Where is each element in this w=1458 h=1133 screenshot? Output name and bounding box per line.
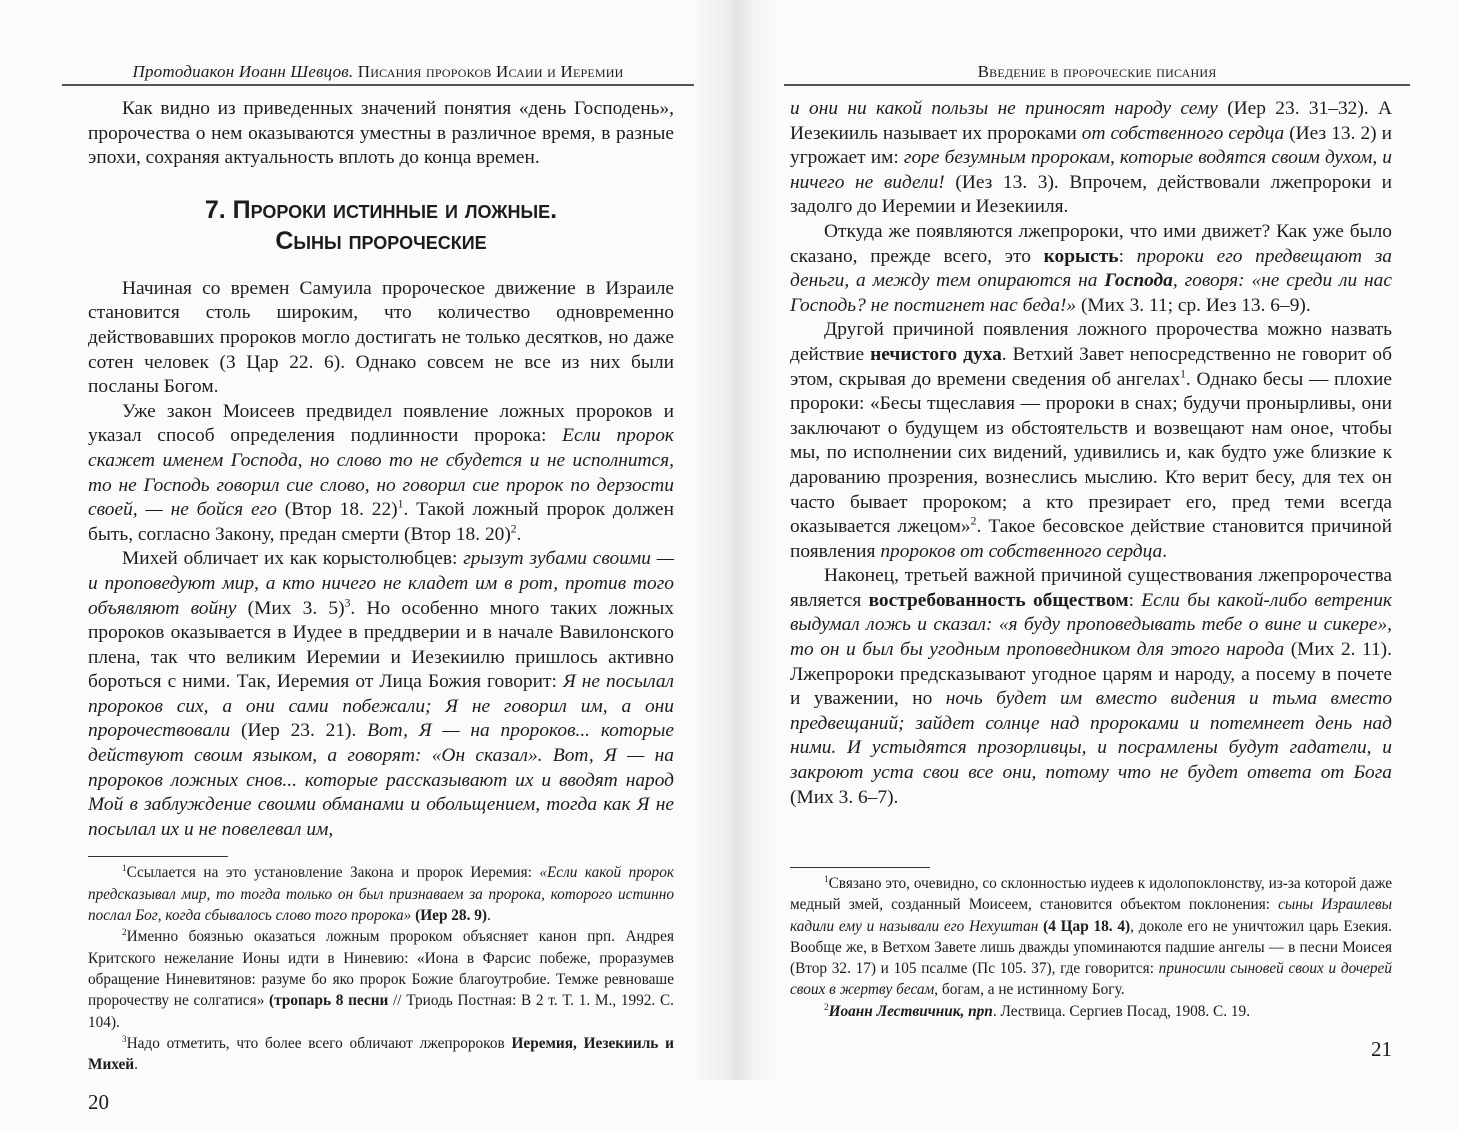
text-run: пророки его предвещают за деньги, а между тем опираются на xyxy=(790,245,1392,292)
left-page xyxy=(88,0,674,1133)
paragraph xyxy=(790,873,1392,1001)
text-run: (Мих 2. 11). Лжепророки предсказывают угодное царям и народу, а посему в почете и уважении, но xyxy=(790,639,1392,710)
text-run: Другой причиной появления ложного пророчества можно назвать действие xyxy=(790,319,1392,365)
text-run: . xyxy=(1162,540,1168,562)
text-run: , доколе его не уничтожил царь Езекия. Вообще же, в Ветхом Завете лишь дважды упоминаются падшие ангелы — в песни Моисея (Втор 32. 17) и 105 псалме (Пс 105. 37), где говорится: xyxy=(790,917,1392,978)
text-run: Господа xyxy=(1104,270,1173,292)
footnote-rule xyxy=(790,867,930,868)
text-run: Ссылается на это установление Закона и пророк Иеремия: xyxy=(126,864,540,882)
text-run: (Мих 3. 5) xyxy=(236,597,345,619)
paragraph xyxy=(88,400,674,548)
text-run: Я не посылал пророков сих, а они сами побежали; Я не говорил им, а они пророчествовали xyxy=(88,671,674,742)
text-run: Если бы какой-либо ветреник выдумал ложь и сказал: «я буду проповедывать тебе о вине и сикере», то он и был бы угодным проповедником для этого народа xyxy=(790,589,1392,661)
running-head-title: Введение в пророческие писания xyxy=(977,62,1217,81)
paragraph xyxy=(88,1033,674,1076)
text-run: Надо отметить, что более всего обличают лжепророков xyxy=(126,1034,512,1052)
text-run: и они ни какой пользы не приносят народу сему xyxy=(790,98,1218,119)
running-head-right xyxy=(784,60,1410,86)
text-run: Михей обличает их как корыстолюбцев: xyxy=(122,548,464,570)
paragraph xyxy=(790,220,1392,318)
page-number-right: 21 xyxy=(1371,1037,1392,1061)
text-run: (Иер 28. 9) xyxy=(415,907,487,925)
text-run: . Такой ложный пророк должен быть, согласно Закону, предан смерти (Втор 18. 20) xyxy=(88,499,675,545)
footnote-marker: 3 xyxy=(122,1033,127,1044)
text-run: Наконец, третьей важной причиной существования лжепророчества является xyxy=(790,565,1392,611)
book-gutter xyxy=(690,0,780,1080)
right-page-body xyxy=(790,97,1392,810)
section-heading-line-2: Сыны пророческие xyxy=(275,226,487,255)
footnote-marker: 1 xyxy=(122,863,127,874)
text-run: . xyxy=(486,907,491,925)
paragraph xyxy=(88,926,674,1032)
text-run: Откуда же появляются лжепророки, что ими движет? Как уже было сказано, прежде всего, это xyxy=(790,220,1392,267)
paragraph xyxy=(790,318,1392,564)
left-footnote-list xyxy=(88,862,674,1075)
text-run: (Иез 13. 3). Впрочем, действовали лжепророки и задолго до Иеремии и Иезекииля. xyxy=(790,171,1392,218)
running-head-author: Протодиакон Иоанн Шевцов. xyxy=(132,62,354,81)
text-run: Иеремия, Иезекииль и Михей xyxy=(88,1034,674,1074)
text-run: Связано это, очевидно, со склонностью иудеев к идолопоклонству, из-за которой даже медный змей, созданный Моисеем, становится объектом поклонения: xyxy=(790,874,1392,914)
text-run: нечистого духа xyxy=(870,343,1002,365)
section-heading-line-1: 7. Пророки истинные и ложные. xyxy=(204,195,558,224)
footnote-marker: 2 xyxy=(510,522,517,536)
right-footnote-list xyxy=(790,873,1392,1022)
paragraph xyxy=(790,97,1392,220)
text-run: приносили сыновей своих и дочерей своих в жертву бесам xyxy=(790,960,1392,999)
text-run: Уже закон Моисеев предвидел появление ложных пророков и указал способ определения подлинности пророка: xyxy=(88,400,674,447)
right-footnotes xyxy=(790,853,1392,1022)
page-number-left: 20 xyxy=(88,1090,109,1115)
text-run: . Ветхий Завет непосредственно не говорит об этом, скрывая до времени сведения об ангелах xyxy=(790,343,1392,390)
text-run: , говоря: «не среди ли нас Господь? не постигнет нас беда!» xyxy=(790,270,1392,316)
text-run: . xyxy=(516,523,522,545)
text-run: (4 Цар 18. 4) xyxy=(1043,917,1131,935)
section-heading xyxy=(88,195,674,257)
left-footnotes xyxy=(88,842,674,1075)
footnote-marker: 1 xyxy=(397,497,404,511)
paragraph xyxy=(88,277,674,400)
right-page xyxy=(790,0,1392,1080)
text-run: от собственного сердца xyxy=(1081,122,1285,144)
text-run: : xyxy=(1128,589,1142,611)
text-run: Иоанн Лествичник, прп xyxy=(828,1002,993,1020)
text-run: (тропарь 8 песни xyxy=(269,992,389,1010)
text-run: . Но особенно много таких ложных пророков оказывается в Иудее в преддверии и в начале Вавилонского плена, так что великим Иеремии и Иезекиилю пришлось активно бороться с ними. Так, Иеремия от Лица Божия говорит: xyxy=(88,597,674,693)
footnote-marker: 2 xyxy=(122,927,127,938)
left-paragraphs xyxy=(88,277,674,843)
text-run: Начиная со времен Самуила пророческое движение в Израиле становится столь широким, что количество одновременно действовавших пророков могло достигать не только десятков, но даже сотен человек (3 Цар 22. 6). Однако совсем не все из них были посланы Богом. xyxy=(88,277,674,398)
text-run: корысть xyxy=(1043,245,1119,267)
running-head-title: Писания пророков Исаии и Иеремии xyxy=(357,62,624,81)
running-head-left xyxy=(62,60,694,86)
text-run: (Мих 3. 6–7). xyxy=(790,786,899,808)
text-run: // Триодь Постная: В 2 т. Т. 1. М., 1992. С. 104). xyxy=(88,992,674,1031)
paragraph xyxy=(790,1001,1392,1022)
text-run: сыны Израилевы кадили ему и называли его Нехуштан xyxy=(790,896,1392,935)
footnote-marker: 2 xyxy=(970,514,977,528)
text-run: пророков от собственного сердца xyxy=(880,540,1163,562)
text-run: (Иер 23. 21). xyxy=(230,720,368,742)
text-run: . Лествица. Сергиев Посад, 1908. С. 19. xyxy=(992,1002,1251,1020)
left-paragraphs-before xyxy=(88,97,674,171)
text-run: «Если какой пророк предсказывал мир, то тогда только он был признаваем за пророка, которого истинно послал Бог, когда сбывалось слово того пророка» xyxy=(88,864,674,925)
footnote-marker: 1 xyxy=(824,873,829,884)
text-run: . Такое бесовское действие становится причиной появления xyxy=(790,516,1392,562)
text-run: горе безумным пророкам, которые водятся своим духом, и ничего не видели! xyxy=(790,147,1393,193)
paragraph xyxy=(88,862,674,926)
text-run: . Однако бесы — плохие пророки: «Бесы тщеславия — пророки в снах; будучи пронырливы, они заключают о будущем из обстоятельств и возвещают нам оное, чтобы мы, по исполнении сих видений, удивились и, как будто уже близкие к дарованию прозрения, вознеслись мыслию. Кто верит бесу, для тех он часто бывает пророком; а кто презирает его, пред теми всегда оказывается лжецом» xyxy=(790,368,1392,538)
footnote-marker: 1 xyxy=(1180,367,1186,381)
footnote-marker: 2 xyxy=(824,1001,829,1012)
text-run: грызут зубами своими — и проповедуют мир, а кто ничего не кладет им в рот, против того объявляют войну xyxy=(88,548,674,619)
text-run: (Втор 18. 22) xyxy=(276,499,398,521)
text-run: Как видно из приведенных значений понятия «день Господень», пророчества о нем оказываются уместны в различное время, в разные эпохи, сохраняя актуальность вплоть до конца времен. xyxy=(88,98,674,169)
paragraph xyxy=(88,547,674,842)
text-run: : xyxy=(1118,245,1137,267)
footnote-marker: 3 xyxy=(344,596,351,610)
text-run: Именно боязнью оказаться ложным пророком объясняет канон прп. Андрея Критского нежелание Ионы идти в Ниневию: «Иона в Фарсис побеже, проразумев обращение Ниневитянов: разуме бо яко пророк Божие благоутробие. Темже ревноваше пророчеству не солгатися» xyxy=(88,928,674,1010)
text-run: , богам, а не истинному Богу. xyxy=(934,981,1125,999)
paragraph xyxy=(88,97,674,171)
text-run: (Иез 13. 2) и угрожает им: xyxy=(790,122,1392,169)
text-run: Если пророк скажет именем Господа, но слово то не сбудется и не исполнится, то не Господь говорил сие слово, но говорил сие пророк по дерзости своей, — не бойся его xyxy=(88,425,674,521)
text-run: ночь будет им вместо видения и тьма вместо предвещаний; зайдет солнце над пророками и потемнеет день над ними. И устыдятся прозорливцы, и посрамлены будут гадатели, и закроют уста свои все они, потому что не будет ответа от Бога xyxy=(790,688,1393,784)
right-paragraphs xyxy=(790,97,1392,810)
text-run: (Мих 3. 11; ср. Иез 13. 6–9). xyxy=(1076,294,1311,316)
text-run: . xyxy=(134,1056,138,1074)
text-run: востребованность обществом xyxy=(868,589,1129,611)
text-run: Вот, Я — на пророков... которые действуют своим языком, а говорят: «Он сказал». Вот, Я — на пророков ложных снов... которые рассказывают их и вводят народ Мой в заблуждение своими обманами и обольщением, тогда как Я не посылал их и не повелевал им, xyxy=(88,720,674,840)
paragraph xyxy=(790,564,1392,810)
left-page-body xyxy=(88,97,674,842)
footnote-rule xyxy=(88,856,228,857)
text-run: (Иер 23. 31–32). А Иезекииль называет их пророками xyxy=(790,98,1392,144)
